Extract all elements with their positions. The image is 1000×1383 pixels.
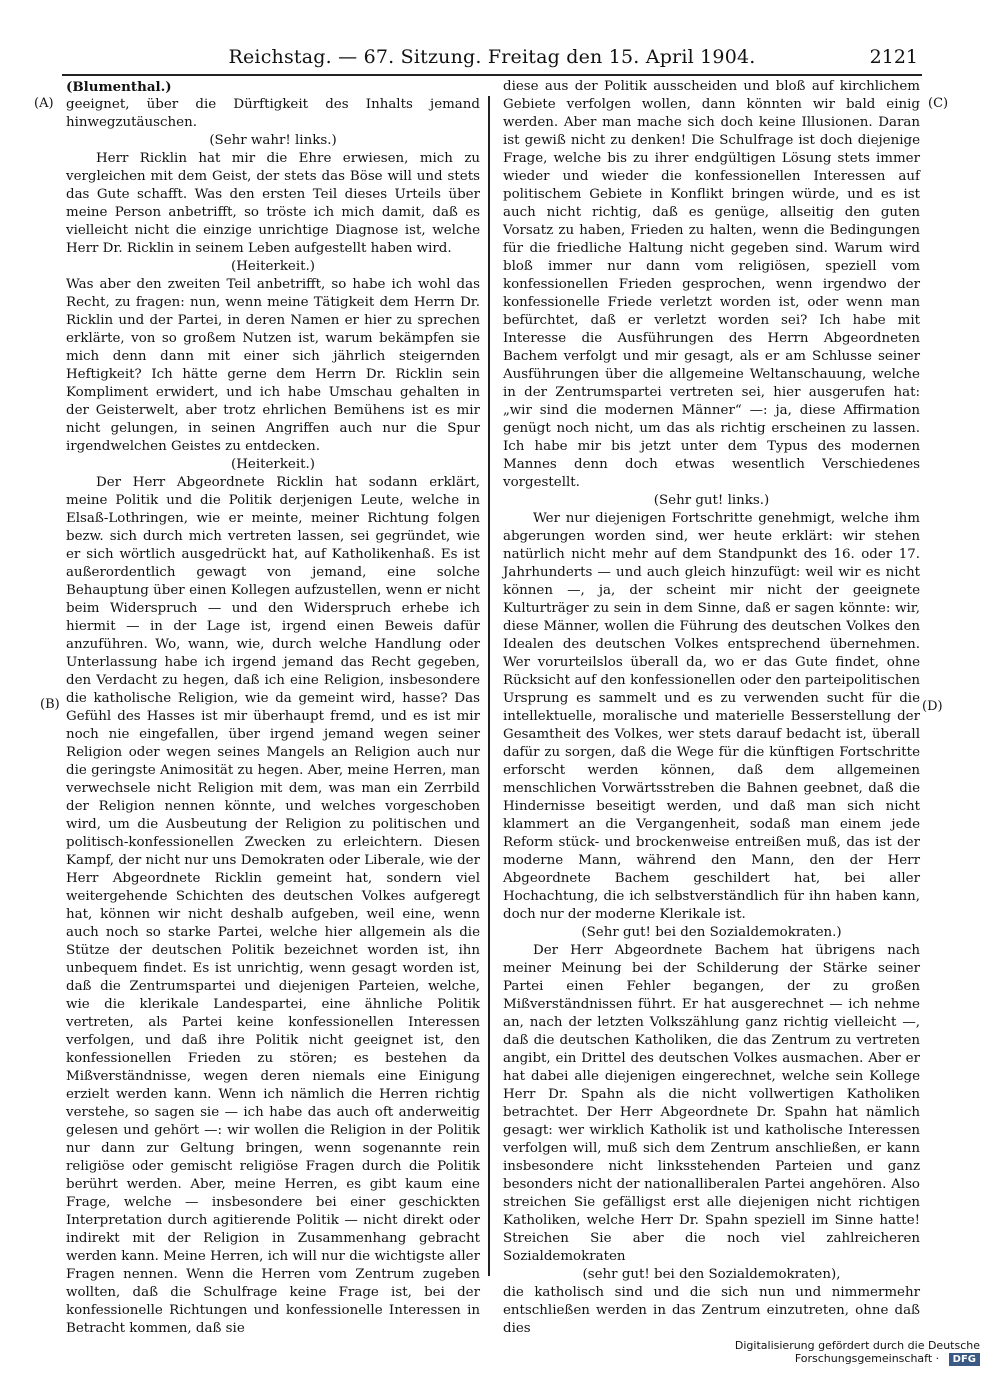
paragraph: Der Herr Abgeordnete Ricklin hat sodann erklärt, meine Politik und die Politik derjenigen Leute, welche in Elsaß-Lothringen, wie er meinte, meiner Richtung folgen bezw. sich durch mich vertreten lassen, sei gegründet, wie er sich wörtlich ausgedrückt hat, auf Katholikenhaß. Es ist außerordentlich gewagt von jemand, eine solche Behauptung über einen Kollegen aufzustellen, wenn er nicht beim Widerspruch — und den Widerspruch erhebe ich hiermit — in der Lage ist, irgend einen Beweis dafür anzuführen. Wo, wann, wie, durch welche Handlung oder Unterlassung habe ich irgend jemand das Recht gegeben, den Verdacht zu hegen, daß ich eine Religion, insbesondere die katholische Religion, wie da gemeint wird, hasse? Das Gefühl des Hasses ist mir überhaupt fremd, und es ist mir noch nie eingefallen, über irgend jemand wegen seiner Religion oder wegen seines Mangels an Religion auch nur die geringste Animosität zu hegen. Aber, meine Herren, man verwechsele nicht Religion mit dem, was man ein Zerrbild der Religion nennen könnte, und welches vorgeschoben wird, um die Ausbeutung der Religion zu politischen und politisch-konfessionellen Zwecken zu erleichtern. Diesen Kampf, der nicht nur uns Demokraten oder Liberale, wie der Herr Abgeordnete Ricklin gemeint hat, sondern viel weitergehende Schichten des deutschen Volkes aufgeregt hat, können wir nicht deshalb aufgeben, weil eine, wenn auch noch so starke Partei, welche hier allgemein als die Stütze der deutschen Politik bezeichnet worden ist, ihn unbequem findet. Es ist unrichtig, wenn gesagt worden ist, daß die Zentrumspartei und diejenigen Parteien, welche, wie die klerikale Landespartei, eine ähnliche Politik vertreten, als Partei keine konfessionellen Interessen verfolgen, und daß ihre Politik nicht geeignet ist, den konfessionellen Frieden zu stören; es bestehen da Mißverständnisse, wegen deren niemals eine Einigung erzielt werden kann. Wenn ich nämlich die Herren richtig verstehe, so sagen sie — ich habe das auch oft anderweitig gelesen und gehört —: wir wollen die Religion in der Politik nur dann zur Geltung bringen, wenn sogenannte rein religiöse oder gemischt religiöse Fragen durch die Politik berührt werden. Aber, meine Herren, es gibt kaum eine Frage, welche — insbesondere bei einer geschickten Interpretation durch agitierende Politik — nicht direkt oder indirekt mit der Religion in Zusammenhang gebracht werden kann. Meine Herren, ich will nur die wichtigste aller Fragen nennen. Wenn die Herren vom Zentrum zugeben wollten, daß die Schulfrage keine Frage ist, bei der konfessionelle Richtungen und konfessionelle Interessen in Betracht kommen, daß sie xyxy=(66,475,480,1336)
column-divider xyxy=(488,96,490,1276)
paragraph: diese aus der Politik ausscheiden und bloß auf kirchlichem Gebiete verfolgen wollen, dann könnten wir bald einig werden. Aber man mache sich doch keine Illusionen. Daran ist gewiß nicht zu denken! Die Schulfrage ist doch diejenige Frage, welche bis zu ihrer endgültigen Lösung stets immer wieder und wieder die konfessionellen Interessen auf politischem Gebiete in Konflikt bringen würde, und es ist auch nicht richtig, daß es genüge, allseitig den guten Vorsatz zu haben, Frieden zu halten, wenn die Bedingungen für die friedliche Haltung nicht gegeben sind. Warum wird bloß immer nur dann vom religiösen, speziell vom konfessionellen Frieden gesprochen, wenn irgendwo der konfessionelle Friede verletzt worden ist, oder wenn man befürchtet, daß er verletzt worden sei? Ich habe mit Interesse die Ausführungen des Herrn Abgeordneten Bachem verfolgt und mir gesagt, als er am Schlusse seiner Ausführungen über die allgemeine Weltanschauung, welche in der Zentrumspartei vertreten sei, hier ausgerufen hat: „wir sind die modernen Männer“ —: ja, diese Affirmation genügt noch nicht, um das als richtig erscheinen zu lassen. Ich habe mir bis jetzt unter dem Typus des modernen Mannes denn doch etwas wesentlich Verschiedenes vorgestellt. xyxy=(503,79,920,490)
paragraph: die katholisch sind und die sich nun und nimmermehr entschließen werden in das Zentrum einzutreten, ohne daß dies xyxy=(503,1285,920,1336)
paragraph: Herr Ricklin hat mir die Ehre erwiesen, mich zu vergleichen mit dem Geist, der stets das Böse will und stets das Gute schafft. Was den ersten Teil dieses Urteils über meine Person anbetrifft, so tröste ich mich damit, daß es vielleicht nicht die einzige unrichtige Diagnose ist, welche Herr Dr. Ricklin in seinem Leben aufgestellt haben wird. xyxy=(66,151,480,256)
interjection: (Heiterkeit.) xyxy=(231,259,315,274)
page-header xyxy=(62,44,922,76)
left-column xyxy=(66,78,480,1338)
funding-note: Digitalisierung gefördert durch die Deutsche Forschungsgemeinschaft · xyxy=(734,1339,980,1365)
paragraph: Wer nur diejenigen Fortschritte genehmigt, welche ihm abgerungen worden sind, wer heute erklärt: wir stehen natürlich nicht mehr auf dem Standpunkt des 16. oder 17. Jahrhunderts — und auch gleich hinzufügt: weil wir es nicht können —, ja, der scheint mir nicht der geeignete Kulturträger zu sein in dem Sinne, daß er sagen könnte: wir, diese Männer, wollen die Führung des deutschen Volkes den Idealen des deutschen Volkes entsprechend übernehmen. Wer vorurteilslos überall da, wo er das Gute findet, ohne Rücksicht auf den konfessionellen oder den parteipolitischen Ursprung es sammelt und es zu verwenden sucht für die intellektuelle, moralische und materielle Besserstellung der Gesamtheit des Volkes, wer stets darauf bedacht ist, überall dafür zu sorgen, daß die Wege für die künftigen Fortschritte erforscht werden können, daß dem allgemeinen menschlichen Vorwärtsstreben die Bahnen geebnet, daß die Hindernisse beseitigt werden, und daß man sich nicht klammert an die Vergangenheit, sodaß man einem jede Reform stück- und brockenweise entreißen muß, das ist der moderne Mann, während den Mann, den der Herr Abgeordnete Bachem geschildert hat, bei aller Hochachtung, die ich selbstverständlich für ihn haben kann, doch nur der moderne Klerikale ist. xyxy=(503,511,920,922)
interjection: (Sehr gut! bei den Sozialdemokraten.) xyxy=(581,925,842,940)
interjection: (Heiterkeit.) xyxy=(231,457,315,472)
footer-credit xyxy=(600,1339,980,1365)
interjection: (sehr gut! bei den Sozialdemokraten), xyxy=(582,1267,841,1282)
header-rule xyxy=(62,74,922,76)
margin-marker-b: (B) xyxy=(40,697,60,712)
interjection: (Sehr gut! links.) xyxy=(653,493,770,508)
interjection: (Sehr wahr! links.) xyxy=(209,133,337,148)
margin-marker-d: (D) xyxy=(922,699,943,714)
margin-marker-a: (A) xyxy=(34,96,54,111)
dfg-logo: DFG xyxy=(949,1353,980,1366)
running-title: Reichstag. — 67. Sitzung. Freitag den 15. April 1904. xyxy=(228,46,756,68)
paragraph: geeignet, über die Dürftigkeit des Inhalts jemand hinwegzutäuschen. xyxy=(66,97,480,130)
margin-marker-c: (C) xyxy=(928,96,949,111)
paragraph: Der Herr Abgeordnete Bachem hat übrigens nach meiner Meinung bei der Schilderung der Stärke seiner Partei einen Fehler begangen, der zu großen Mißverständnissen führt. Er hat ausgerechnet — ich nehme an, nach der letzten Volkszählung ganz richtig vielleicht —, daß die deutschen Katholiken, die das Zentrum zu vertreten angibt, ein Drittel des deutschen Volkes ausmachen. Aber er hat dabei alle diejenigen eingerechnet, welche sein Kollege Herr Dr. Spahn als die nicht vollwertigen Katholiken betrachtet. Der Herr Abgeordnete Dr. Spahn hat nämlich gesagt: wer wirklich Katholik ist und katholische Interessen verfolgen will, muß sich dem Zentrum anschließen, er kann insbesondere nicht linksstehenden Parteien und ganz besonders nicht der nationalliberalen Partei angehören. Also streichen Sie gefälligst erst alle diejenigen nicht richtigen Katholiken, welche Herr Dr. Spahn speziell im Sinne hatte! Streichen Sie aber die noch viel zahlreicheren Sozialdemokraten xyxy=(503,943,920,1264)
speaker-name: (Blumenthal.) xyxy=(66,79,172,95)
right-column xyxy=(503,78,920,1338)
page-number: 2121 xyxy=(869,46,918,68)
paragraph: Was aber den zweiten Teil anbetrifft, so habe ich wohl das Recht, zu fragen: nun, wenn meine Tätigkeit dem Herrn Dr. Ricklin und der Partei, in deren Namen er hier zu sprechen erklärte, von so großem Nutzen ist, warum bekämpfen sie mich denn dann mit einer sich jährlich steigernden Heftigkeit? Ich hätte gerne dem Herrn Dr. Ricklin sein Kompliment erwidert, und ich habe Umschau gehalten in der Geisterwelt, aber trotz ehrlichen Bemühens ist es mir nicht gelungen, in seinen Angriffen auch nur die Spur irgendwelchen Geistes zu entdecken. xyxy=(66,277,480,454)
